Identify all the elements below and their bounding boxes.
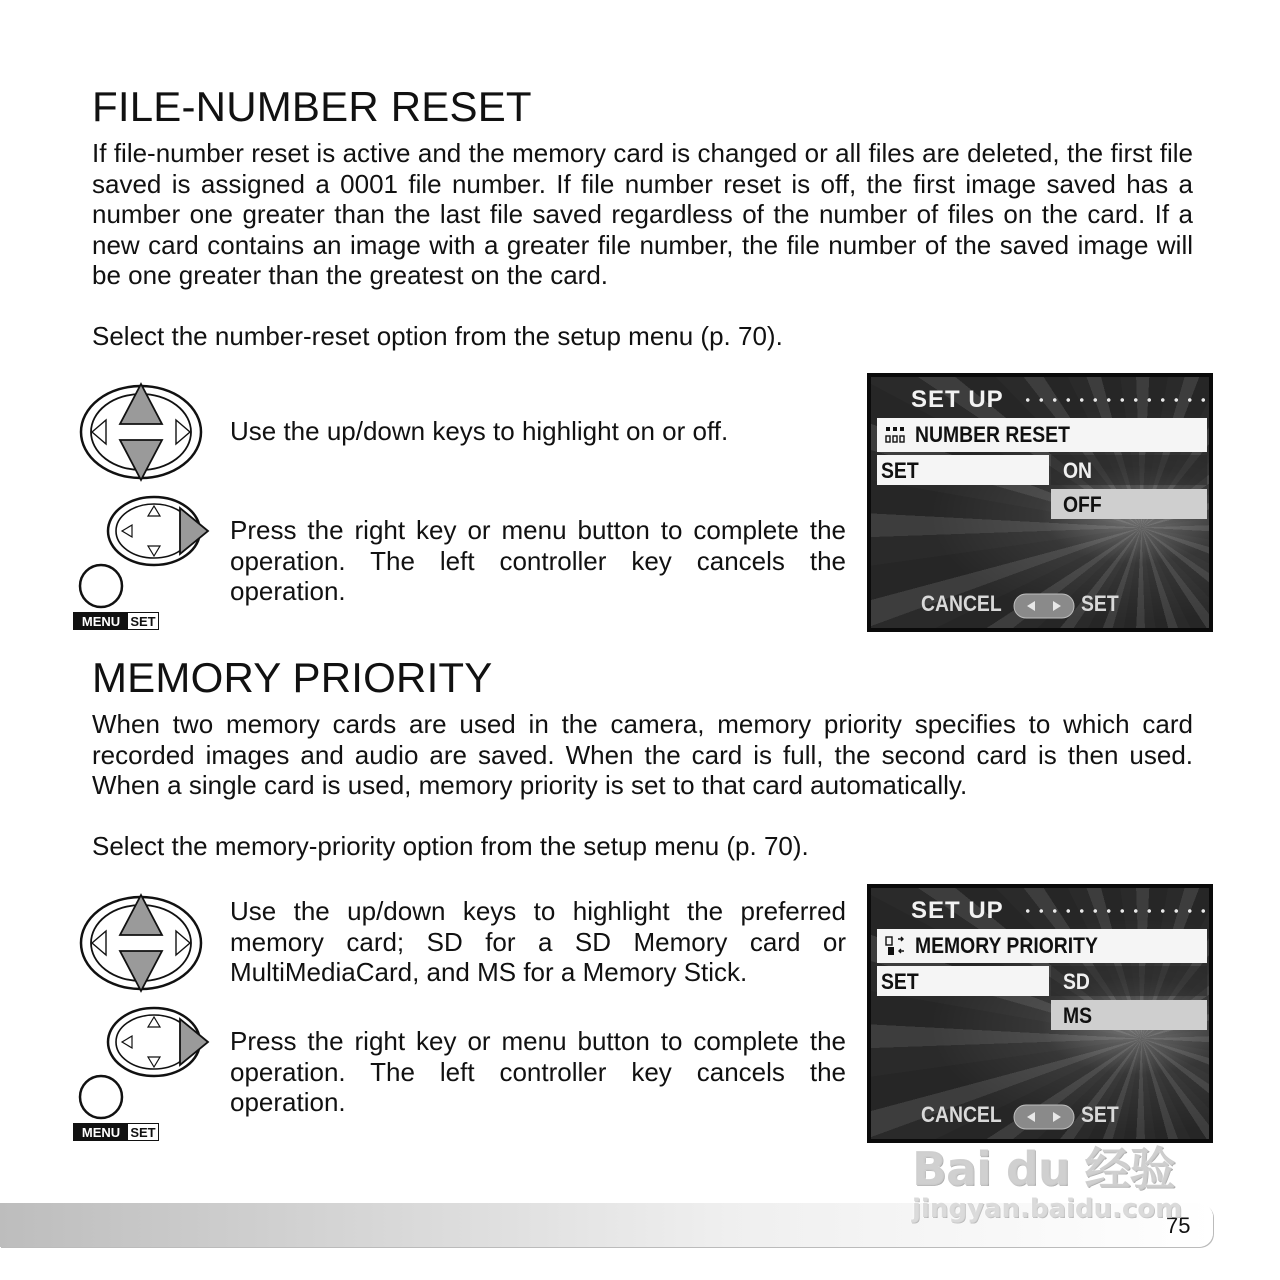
lcd-title-dots [1021, 386, 1209, 410]
instruction-memory-priority: Select the memory-priority option from the setup menu (p. 70). [92, 831, 809, 861]
paragraph-file-number-reset: If file-number reset is active and the memory card is changed or all files are deleted, the first file saved is assigned a 0001 file number. If file number reset is off, the first image saved has a number one greater than the last file saved regardless of the number of files on the card. If a new card contains an image with a greater file number, the file number of the saved image will be one greater than the greatest on the card. [92, 138, 1193, 290]
section-heading-memory-priority: MEMORY PRIORITY [92, 654, 493, 701]
lcd-option-on: ON [1051, 455, 1207, 485]
lcd-option-sd: SD [1051, 966, 1207, 996]
step-confirm-memory-priority: Press the right key or menu button to complete the operation. The left controller key cancels the operation. [230, 1026, 846, 1117]
right-key-controller-icon [104, 494, 212, 568]
page-number: 75 [1166, 1213, 1191, 1238]
lcd-cancel-label: CANCEL [921, 591, 1002, 616]
left-right-pill-icon [1013, 593, 1075, 619]
menu-set-badge-2 [73, 1123, 159, 1141]
lcd-set-tab: SET [877, 455, 1049, 485]
lcd-option-ms: MS [1051, 1000, 1207, 1030]
lcd-screen-number-reset [867, 373, 1213, 632]
lcd-title: SET UP [911, 386, 1004, 413]
up-down-controller-icon [78, 380, 204, 484]
paragraph-memory-priority: When two memory cards are used in the camera, memory priority specifies to which card recorded images and audio are saved. When the card is full, the second card is then used. When a single card is used, memory priority is set to that card automatically. [92, 709, 1193, 800]
menu-button-icon [78, 563, 124, 609]
up-down-controller-icon-2 [78, 891, 204, 995]
instruction-number-reset: Select the number-reset option from the setup menu (p. 70). [92, 321, 783, 351]
section-heading-file-number-reset: FILE-NUMBER RESET [92, 83, 532, 130]
lcd-set-tab: SET [877, 966, 1049, 996]
baidu-watermark-logo: Bai du 经验 [912, 1142, 1175, 1196]
step-highlight-on-off: Use the up/down keys to highlight on or off. [230, 416, 729, 446]
menu-button-icon-2 [78, 1074, 124, 1120]
menu-set-badge [73, 612, 159, 630]
lcd-title: SET UP [911, 897, 1004, 924]
menu-badge-menu-label: MENU [74, 613, 128, 629]
lcd-option-off: OFF [1051, 489, 1207, 519]
right-key-controller-icon-2 [104, 1005, 212, 1079]
lcd-menu-item [877, 418, 1207, 452]
menu-badge-set-label: SET [128, 1124, 158, 1140]
lcd-screen-memory-priority [867, 884, 1213, 1143]
baidu-watermark-url: jingyan.baidu.com [912, 1194, 1183, 1224]
number-reset-icon [884, 424, 906, 446]
lcd-item-label: NUMBER RESET [915, 422, 1070, 447]
menu-badge-menu-label: MENU [74, 1124, 128, 1140]
lcd-menu-item [877, 929, 1207, 963]
step-confirm-number-reset: Press the right key or menu button to complete the operation. The left controller key cancels the operation. [230, 515, 846, 606]
menu-badge-set-label: SET [128, 613, 158, 629]
memory-priority-icon [884, 935, 906, 957]
left-right-pill-icon [1013, 1104, 1075, 1130]
step-highlight-memory-card: Use the up/down keys to highlight the preferred memory card; SD for a SD Memory card or MultiMediaCard, and MS for a Memory Stick. [230, 896, 846, 987]
lcd-cancel-label: CANCEL [921, 1102, 1002, 1127]
lcd-set-label: SET [1081, 1102, 1119, 1127]
lcd-set-label: SET [1081, 591, 1119, 616]
lcd-item-label: MEMORY PRIORITY [915, 933, 1098, 958]
lcd-title-dots [1021, 897, 1209, 921]
